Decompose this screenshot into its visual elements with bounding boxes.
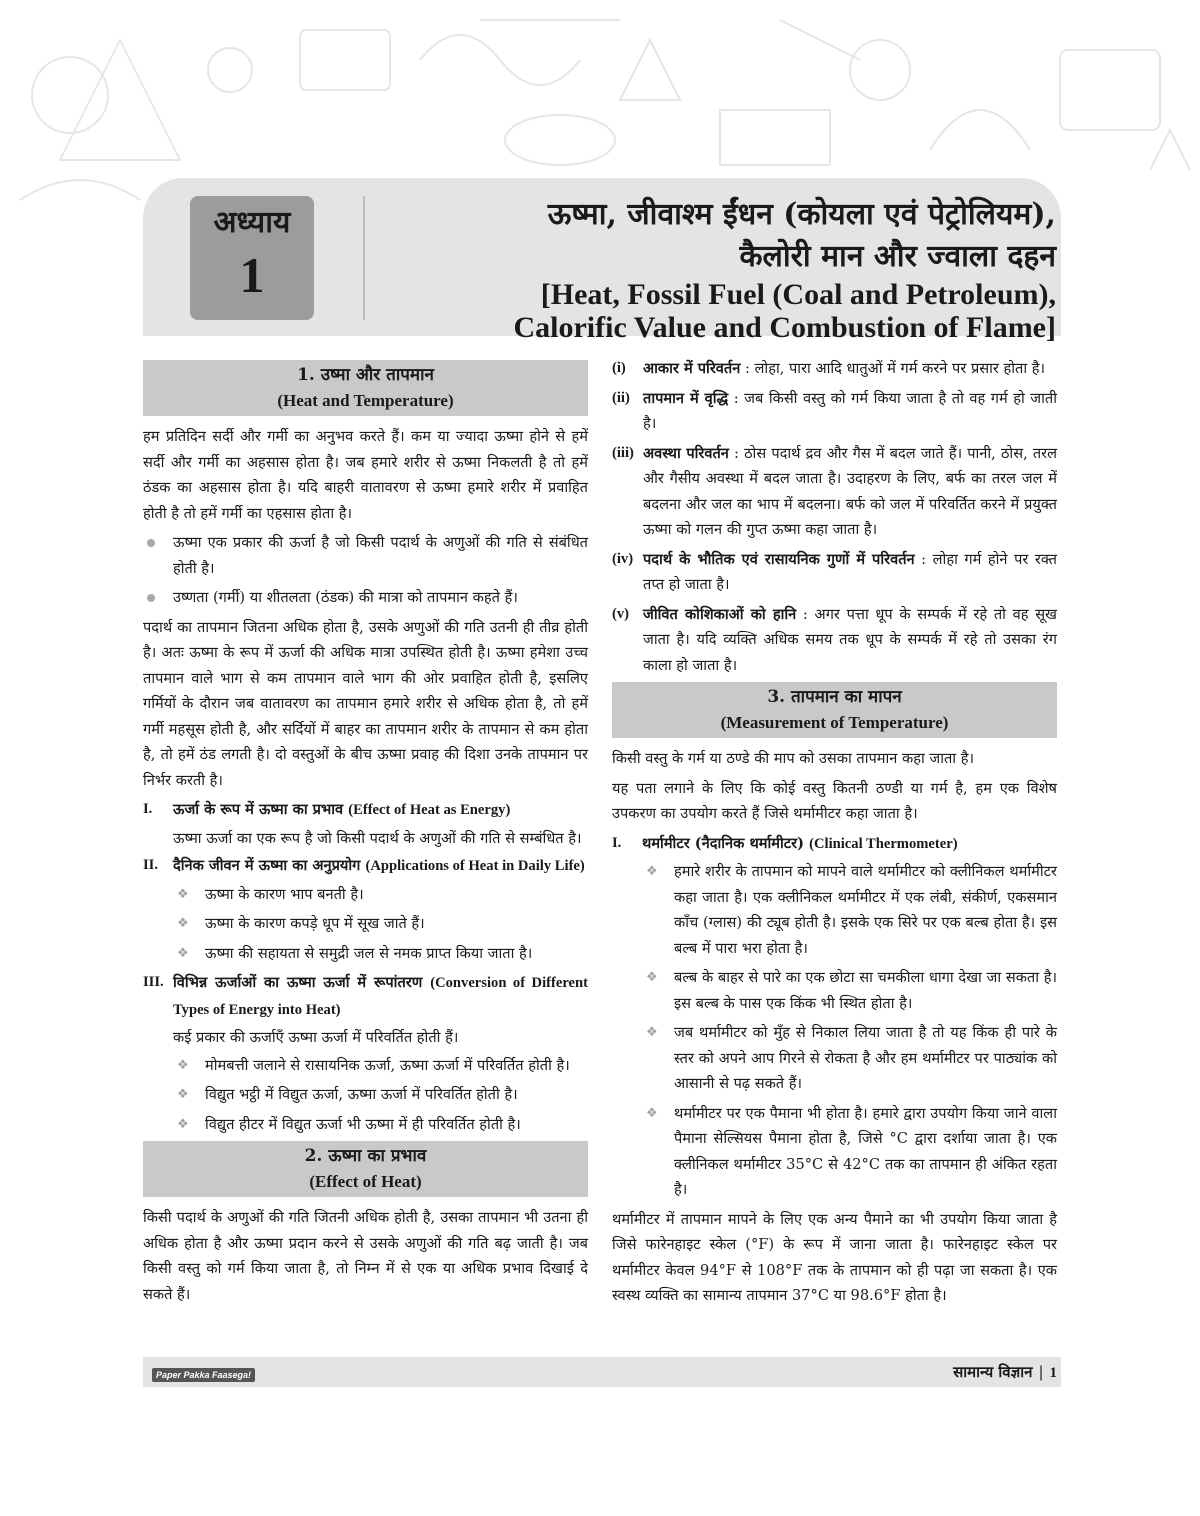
subheading-number: II. [143,857,159,873]
diamond-list-item [143,941,588,967]
footer-page-info [953,1362,1057,1383]
effect-item-term: तापमान में वृद्धि [643,389,729,407]
section-1-heading [143,360,588,416]
diamond-list-item [612,965,1057,1016]
subheading-hi: थर्मामीटर (नैदानिक थर्मामीटर) [642,834,805,852]
diamond-list-item [612,859,1057,961]
section-2-heading [143,1141,588,1197]
bullet-text: उष्णता (गर्मी) या शीतलता (ठंडक) की मात्रा को तापमान कहते हैं। [173,589,518,606]
chapter-title-hi-2: कैलोरी मान और ज्वाला दहन [739,239,1056,274]
effect-item-text: : जब किसी वस्तु को गर्म किया जाता है तो वह गर्म हो जाती है। [643,389,1058,432]
diamond-list-item [612,1020,1057,1097]
effect-item-label: (iii) [612,444,634,461]
section-3-para-2: यह पता लगाने के लिए कि कोई वस्तु कितनी ठण्डी या गर्म है, हम एक विशेष उपकरण का उपयोग करते हैं जिसे थर्मामीटर कहा जाता है। [612,779,1057,822]
subheading-number: I. [143,801,153,817]
diamond-list-item [143,1053,588,1079]
bullet-text: ऊष्मा एक प्रकार की ऊर्जा है जो किसी पदार्थ के अणुओं की गति से संबंधित होती है। [173,534,588,577]
section-3-heading-en: (Measurement of Temperature) [720,713,949,732]
subheading-I-text: ऊष्मा ऊर्जा का एक रूप है जो किसी पदार्थ के अणुओं की गति से सम्बंधित है। [173,829,582,847]
list-item-text: मोमबत्ती जलाने से रासायनिक ऊर्जा, ऊष्मा ऊर्जा में परिवर्तित होती है। [205,1056,570,1074]
section-2-para: किसी पदार्थ के अणुओं की गति जितनी अधिक होती है, उसका तापमान भी उतना ही अधिक होता है और ऊष्मा प्रदान करने से उसके अणुओं की गति बढ़ जाती है। जब किसी वस्तु को गर्म किया जाता है, तो निम्न में से एक या अधिक प्रभाव दिखाई दे सकते हैं। [143,1209,588,1303]
effect-item-text: : अगर पत्ता धूप के सम्पर्क में रहे तो वह सूख जाता है। यदि व्यक्ति अधिक समय तक धूप के सम्पर्क में रहे तो उसका रंग काला हो जाता है। [643,605,1057,674]
list-item-text: जब थर्मामीटर को मुँह से निकाल लिया जाता है तो यह किंक ही पारे के स्तर को अपने आप गिरने से रोकता है और हम थर्मामीटर पर पाठ्यांक को आसानी से पढ़ सकते हैं। [674,1024,1057,1092]
section-1-heading-hi: 1. उष्मा और तापमान [297,365,434,385]
list-item-text: ऊष्मा की सहायता से समुद्री जल से नमक प्राप्त किया जाता है। [205,944,533,962]
diamond-bullet-icon: ❖ [177,1116,189,1132]
chapter-number: 1 [239,247,265,303]
effect-item-label: (ii) [612,389,630,406]
effect-item-label: (iv) [612,550,634,567]
subheading-en: (Conversion of Different Types of Energy into Heat) [173,975,588,1018]
subheading-number: I. [612,834,622,851]
subheading-number: III. [143,974,164,990]
diamond-list-item [143,882,588,908]
diamond-bullet-icon: ❖ [646,1105,658,1121]
list-item-text: थर्मामीटर पर एक पैमाना भी होता है। हमारे द्वारा उपयोग किया जाने वाला पैमाना सेल्सियस पैमाना होता है, जिसे °C द्वारा दर्शाया जाता है। एक क्लीनिकल थर्मामीटर 35°C से 42°C तक का तापमान ही अंकित रहता है। [674,1104,1057,1198]
subheading-en: (Effect of Heat as Energy) [348,802,511,818]
chapter-divider [363,196,365,320]
chapter-label: अध्याय [213,205,291,240]
list-item-text: ऊष्मा के कारण कपड़े धूप में सूख जाते हैं। [205,915,425,932]
effect-item [612,602,1057,679]
footer-separator: | [1038,1363,1044,1381]
list-item-text: हमारे शरीर के तापमान को मापने वाले थर्मामीटर को क्लीनिकल थर्मामीटर कहा जाता है। एक क्लीनिकल थर्मामीटर में एक लंबी, संकीर्ण, एकसमान काँच (ग्लास) की ट्यूब होती है। इसके एक सिरे पर एक बल्ब होता है। इस बल्ब में पारा भरा होता है। [674,863,1057,957]
effect-item-term: पदार्थ के भौतिक एवं रासायनिक गुणों में परिवर्तन [643,550,915,568]
section-1-heading-en: (Heat and Temperature) [277,391,454,410]
list-item-text: ऊष्मा के कारण भाप बनती है। [205,885,364,903]
bullet-dot-icon [147,594,155,602]
footer-subject: सामान्य विज्ञान [953,1363,1033,1381]
section-3-heading [612,682,1057,738]
chapter-title [396,194,1056,344]
subheading-III-text: कई प्रकार की ऊर्जाएँ ऊष्मा ऊर्जा में परिवर्तित होती हैं। [173,1029,459,1046]
diamond-bullet-icon: ❖ [177,945,189,961]
chapter-title-en-2: Calorific Value and Combustion of Flame] [513,311,1056,344]
diamond-bullet-icon: ❖ [177,916,189,931]
diamond-list-item [143,1112,588,1138]
diamond-bullet-icon: ❖ [177,886,189,902]
subheading-hi: दैनिक जीवन में ऊष्मा का अनुप्रयोग [173,857,361,874]
bullet-dot-icon [147,539,155,547]
chapter-badge [190,196,314,320]
list-item-text: बल्ब के बाहर से पारे का एक छोटा सा चमकीला धागा देखा जा सकता है। इस बल्ब के पास एक किंक भी स्थित होता है। [674,969,1057,1012]
section-3-para-1: किसी वस्तु के गर्म या ठण्डे की माप को उसका तापमान कहा जाता है। [612,750,975,767]
left-column [143,356,588,1311]
effect-item-term: आकार में परिवर्तन [643,360,741,377]
diamond-bullet-icon: ❖ [646,1025,658,1040]
effect-item [612,356,1057,382]
effect-item [612,386,1057,437]
list-item-text: विद्युत भट्ठी में विद्युत ऊर्जा, ऊष्मा ऊर्जा में परिवर्तित होती है। [205,1086,518,1103]
subheading-II [143,853,588,880]
diamond-list-item [612,1101,1057,1203]
effect-item-text: : ठोस पदार्थ द्रव और गैस में बदल जाते हैं। पानी, ठोस, तरल और गैसीय अवस्था में बदल जाता है। उदाहरण के लिए, बर्फ का तरल जल में बदलना और जल का भाप में बदलना। बर्फ को जल में परिवर्तित करने में प्रयुक्त ऊष्मा को गलन की गुप्त ऊष्मा कहा जाता है। [643,444,1058,538]
effect-item [612,441,1057,543]
effect-item [612,547,1057,598]
subheading-thermometer [612,831,1057,858]
section-2-heading-hi: 2. ऊष्मा का प्रभाव [304,1146,427,1166]
section-1-para-1: हम प्रतिदिन सर्दी और गर्मी का अनुभव करते हैं। कम या ज्यादा ऊष्मा होने से हमें सर्दी और गर्मी का अहसास होता है। जब हमारे शरीर से ऊष्मा निकलती है तो हमें ठंडक का अहसास होता है। यदि बाहरी वातावरण से ऊष्मा हमारे शरीर में प्रवाहित होती है तो हमें गर्मी का एहसास होता है। [143,428,588,522]
section-2-heading-en: (Effect of Heat) [309,1172,422,1191]
effect-item-text: : लोहा, पारा आदि धातुओं में गर्म करने पर प्रसार होता है। [740,360,1046,377]
subheading-hi: ऊर्जा के रूप में ऊष्मा का प्रभाव [173,801,344,818]
right-column [612,356,1057,1313]
diamond-bullet-icon: ❖ [177,1087,189,1102]
list-item-text: विद्युत हीटर में विद्युत ऊर्जा भी ऊष्मा में ही परिवर्तित होती है। [205,1115,521,1133]
footer-bar [143,1357,1061,1387]
diamond-bullet-icon: ❖ [646,864,658,879]
effect-item-label: (v) [612,605,630,622]
diamond-bullet-icon: ❖ [177,1057,189,1073]
bullet-item [143,585,588,611]
chapter-title-en-1: [Heat, Fossil Fuel (Coal and Petroleum), [540,278,1056,311]
section-1-para-2: पदार्थ का तापमान जितना अधिक होता है, उसके अणुओं की गति उतनी ही तीव्र होती है। अतः ऊष्मा के रूप में ऊर्जा की अधिक मात्रा उपस्थित होती है। ऊष्मा हमेशा उच्च तापमान वाले भाग से कम तापमान वाले भाग की ओर प्रवाहित होती है, इसलिए गर्मियों के दौरान जब वातावरण का तापमान हमारे शरीर से अधिक होता है, तो हमें गर्मी महसूस होती है, और सर्दियों में बाहर का तापमान शरीर के तापमान से कम होता है, तो हमें ठंड लगती है। दो वस्तुओं के बीच ऊष्मा प्रवाह की दिशा उनके तापमान पर निर्भर करती है। [143,618,588,789]
effect-item-text: : लोहा गर्म होने पर रक्त तप्त हो जाता है। [643,550,1057,593]
subheading-III [143,970,588,1023]
section-3-para-3: थर्मामीटर में तापमान मापने के लिए एक अन्य पैमाने का भी उपयोग किया जाता है जिसे फारेनहाइट स्केल (°F) के रूप में जाना जाता है। फारेनहाइट स्केल पर थर्मामीटर केवल 94°F से 108°F तक के तापमान को ही पढ़ा जा सकता है। एक स्वस्थ व्यक्ति का सामान्य तापमान 37°C या 98.6°F होता है। [612,1210,1057,1304]
effect-item-label: (i) [612,360,626,376]
effect-item-term: जीवित कोशिकाओं को हानि [643,605,797,623]
subheading-I [143,797,588,824]
page-number: 1 [1049,1365,1057,1381]
diamond-bullet-icon: ❖ [646,970,658,985]
footer-logo: Paper Pakka Faasega! [152,1368,255,1382]
section-3-heading-hi: 3. तापमान का मापन [767,687,902,707]
subheading-en: (Clinical Thermometer) [809,835,958,852]
subheading-en: (Applications of Heat in Daily Life) [365,858,585,874]
chapter-title-hi-1: ऊष्मा, जीवाश्म ईंधन (कोयला एवं पेट्रोलियम), [547,197,1056,232]
bullet-item [143,530,588,581]
diamond-list-item [143,1082,588,1108]
diamond-list-item [143,911,588,937]
subheading-hi: विभिन्न ऊर्जाओं का ऊष्मा ऊर्जा में रूपांतरण [173,974,423,991]
effect-item-term: अवस्था परिवर्तन [643,444,729,462]
